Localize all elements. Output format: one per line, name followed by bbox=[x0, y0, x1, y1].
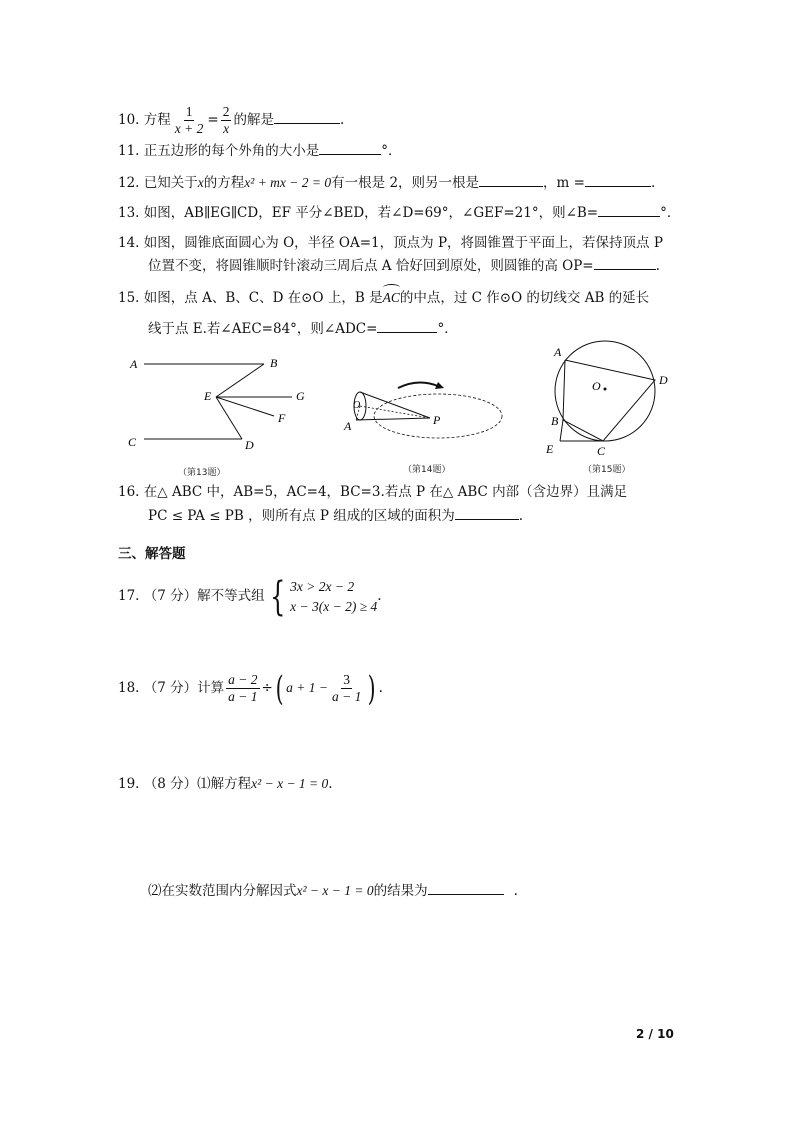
label-e: E bbox=[546, 442, 554, 456]
line-eb bbox=[216, 364, 264, 397]
center-point bbox=[604, 388, 607, 391]
fraction-2-over-x: $\frac{2}{x}$ bbox=[222, 104, 230, 136]
fraction-a-minus-2-over-a-minus-1: $\frac{a - 2}{a - 1}$ bbox=[228, 672, 258, 704]
answer-blank[interactable] bbox=[594, 255, 656, 270]
cone-side-top bbox=[360, 392, 430, 418]
arc-ac: AC bbox=[383, 288, 400, 308]
page-number: 2 / 10 bbox=[636, 1027, 674, 1041]
question-14-line-2: 位置不变，将圆锥顺时针滚动三周后点 A 恰好回到原处，则圆锥的高 OP= . bbox=[148, 255, 660, 276]
label-d: D bbox=[659, 373, 668, 387]
label-c: C bbox=[597, 444, 606, 458]
left-brace: { bbox=[269, 573, 286, 620]
figure-14-caption: （第14题） bbox=[403, 465, 451, 475]
fraction-1-over-x-plus-2: $\frac{1}{x + 2}$ bbox=[174, 104, 204, 136]
answer-blank[interactable] bbox=[598, 202, 660, 217]
label-b: B bbox=[551, 414, 559, 428]
label-p: P bbox=[433, 413, 441, 427]
circle-o bbox=[555, 341, 655, 441]
question-18: 18. （7 分）计算 $\frac{a - 2}{a - 1}$ ÷( a + 1 − $\frac{3}{a - 1}$ ) . bbox=[118, 668, 383, 709]
label-c: C bbox=[128, 435, 137, 449]
label-o: O bbox=[353, 400, 361, 411]
answer-blank[interactable] bbox=[428, 880, 504, 895]
question-19-part-1: 19. （8 分）⑴解方程x² − x − 1 = 0. bbox=[118, 776, 333, 792]
answer-blank[interactable] bbox=[585, 172, 651, 187]
question-14-line-1: 14. 如图，圆锥底面圆心为 O，半径 OA=1，顶点为 P，将圆锥置于平面上，若保持顶点 P bbox=[118, 235, 663, 251]
question-16-line-2: PC ≤ PA ≤ PB ，则所有点 P 组成的区域的面积为 . bbox=[148, 505, 523, 526]
rotation-arrow bbox=[398, 382, 438, 388]
line-ed bbox=[216, 397, 242, 439]
question-12: 12. 已知关于x的方程x² + mx − 2 = 0有一根是 2，则另一根是 ，m = . bbox=[118, 172, 655, 193]
question-10: 10. 方程 $\frac{1}{x + 2}$ = $\frac{2}{x}$ 的解是 . bbox=[118, 104, 345, 136]
quadrilateral-abcd bbox=[563, 360, 655, 441]
question-19-part-2: ⑵在实数范围内分解因式x² − x − 1 = 0的结果为 . bbox=[148, 880, 518, 901]
question-16-line-1: 16. 在△ ABC 中，AB=5，AC=4，BC=3.若点 P 在△ ABC 内部（含边界）且满足 bbox=[118, 484, 628, 500]
cone-side-bottom bbox=[356, 418, 430, 420]
figure-13-caption: （第13题） bbox=[178, 468, 226, 478]
question-15-line-1: 15. 如图，点 A、B、C、D 在⊙O 上，B 是 AC的中点，过 C 作⊙O 的切线交 AB 的延长 bbox=[118, 288, 649, 308]
line-ae bbox=[560, 420, 563, 441]
figure-15-diagram bbox=[540, 340, 680, 460]
question-15-line-2: 线于点 E.若∠AEC=84°，则∠ADC= °． bbox=[148, 318, 458, 339]
label-e: E bbox=[204, 389, 212, 403]
label-a: A bbox=[554, 345, 562, 359]
label-g: G bbox=[296, 389, 305, 403]
label-a: A bbox=[130, 357, 138, 371]
answer-blank[interactable] bbox=[319, 140, 381, 155]
answer-blank[interactable] bbox=[274, 109, 340, 124]
label-a: A bbox=[344, 419, 352, 433]
inequality-system: 3x > 2x − 2 x − 3(x − 2) ≥ 4 bbox=[290, 578, 378, 614]
label-d: D bbox=[245, 438, 254, 452]
fraction-3-over-a-minus-1: $\frac{3}{a - 1}$ bbox=[331, 672, 362, 704]
figure-13-diagram bbox=[124, 352, 324, 462]
answer-blank[interactable] bbox=[455, 505, 519, 520]
question-13: 13. 如图，AB∥EG∥CD，EF 平分∠BED，若∠D=69°，∠GEF=21°，则∠B= °． bbox=[118, 202, 680, 223]
line-ef bbox=[216, 397, 274, 416]
section-heading: 三、解答题 bbox=[118, 546, 186, 562]
label-o: O bbox=[592, 379, 601, 393]
answer-blank[interactable] bbox=[479, 172, 543, 187]
label-b: B bbox=[270, 356, 278, 370]
answer-blank[interactable] bbox=[377, 318, 437, 333]
question-17: 17. （7 分）解不等式组 { 3x > 2x − 2 x − 3(x − 2) ≥ 4 . bbox=[118, 573, 382, 620]
question-11: 11. 正五边形的每个外角的大小是 °． bbox=[118, 140, 402, 161]
figure-15-caption: （第15题） bbox=[583, 465, 631, 475]
cone-axis-op bbox=[360, 406, 430, 418]
figure-14-diagram bbox=[340, 376, 510, 446]
label-f: F bbox=[278, 411, 286, 425]
